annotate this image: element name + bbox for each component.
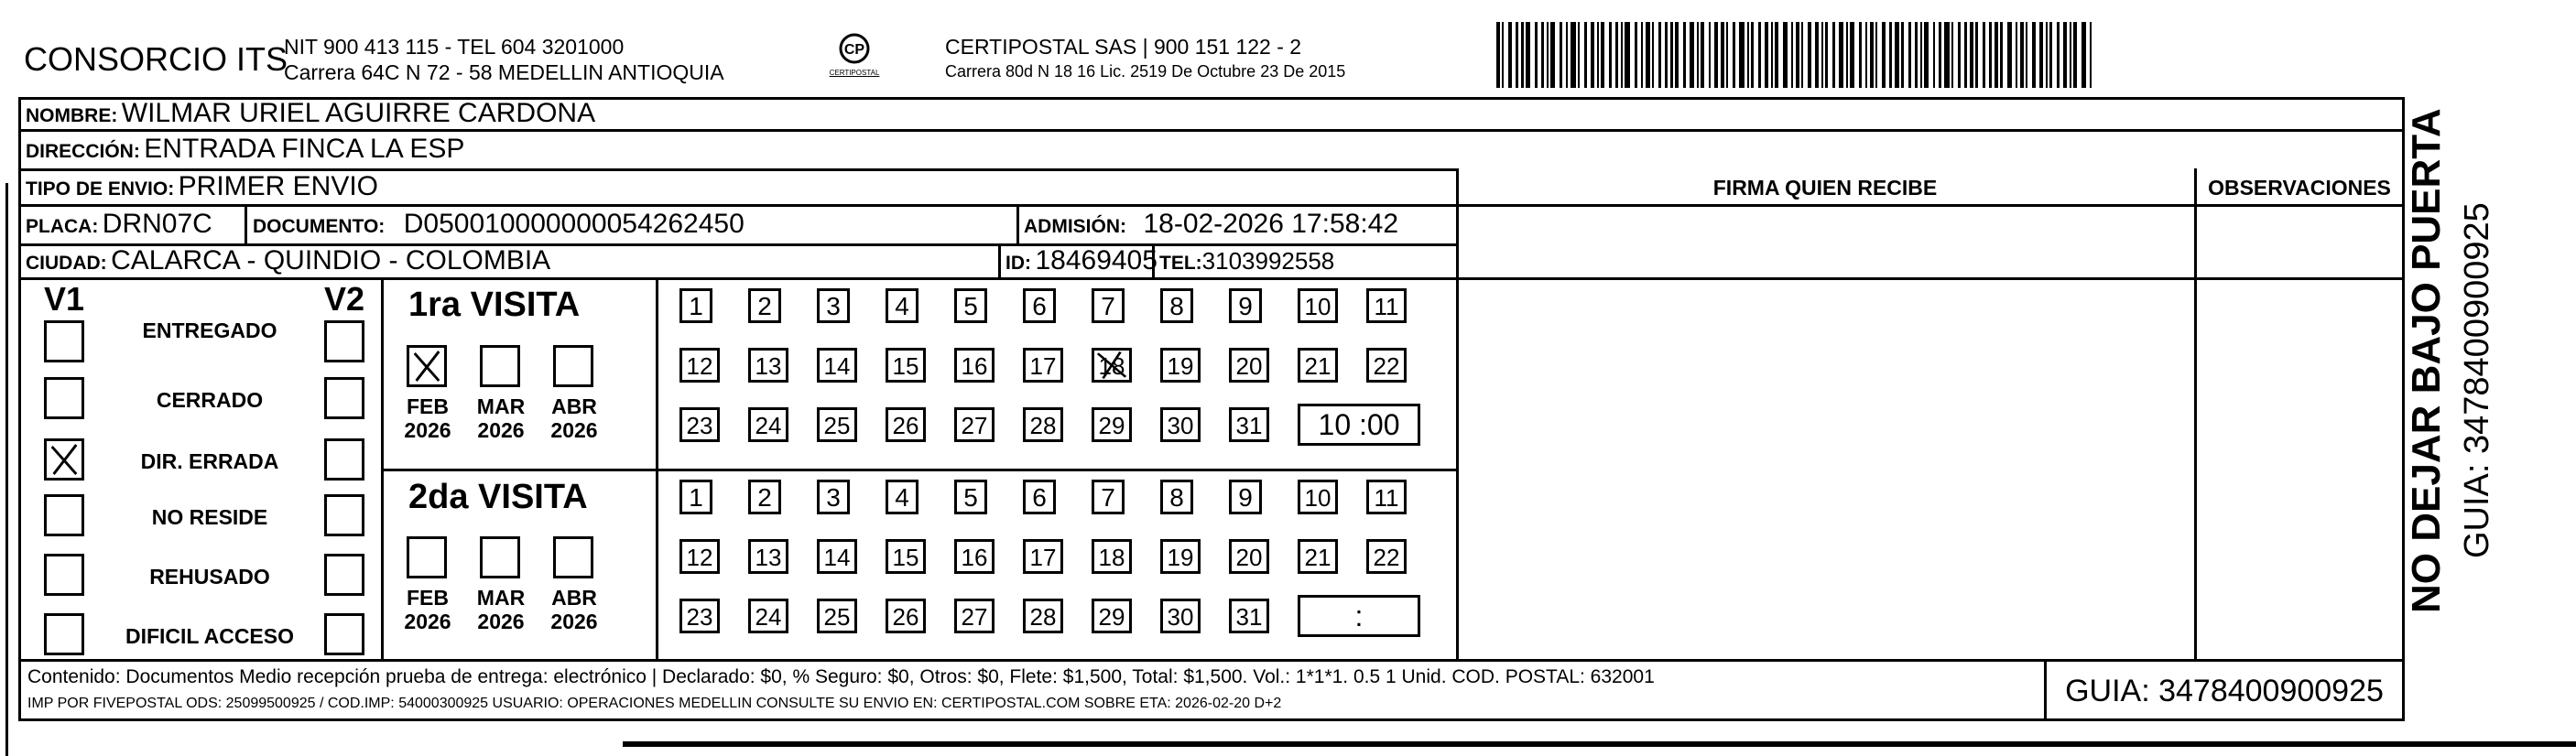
visit1-month-checkbox[interactable] [553, 345, 593, 387]
send-type-label: TIPO DE ENVIO: [26, 178, 175, 200]
visit2-day-box[interactable]: 1 [679, 480, 712, 514]
visit2-day-box[interactable]: 20 [1229, 539, 1269, 574]
visit1-day-box[interactable]: 17 [1023, 348, 1063, 383]
left-edge-rule [5, 183, 8, 756]
visit1-day-box[interactable]: 19 [1160, 348, 1201, 383]
visit2-month-checkbox[interactable] [480, 536, 520, 578]
address-line: Carrera 64C N 72 - 58 MEDELLIN ANTIOQUIA [284, 60, 724, 84]
visit1-day-box[interactable]: 18 [1092, 348, 1132, 383]
visit2-day-box[interactable]: 5 [954, 480, 987, 514]
send-type: PRIMER ENVIO [178, 171, 379, 201]
visit1-day-box[interactable]: 21 [1298, 348, 1338, 383]
visit1-day-box[interactable]: 27 [954, 407, 995, 442]
visit1-month-label: MAR 2026 [476, 394, 526, 442]
city-label: CIUDAD: [26, 253, 107, 274]
visit1-day-box[interactable]: 22 [1366, 348, 1407, 383]
status-label: DIR. ERRADA [140, 449, 279, 473]
visit1-day-box[interactable]: 5 [954, 288, 987, 323]
visit2-day-box[interactable]: 4 [886, 480, 918, 514]
visit1-day-box[interactable]: 14 [817, 348, 857, 383]
visit2-day-box[interactable]: 31 [1229, 599, 1269, 633]
id-value: 18469405 [1035, 245, 1158, 275]
visit1-day-box[interactable]: 26 [886, 407, 926, 442]
certipostal-line2: Carrera 80d N 18 16 Lic. 2519 De Octubre 23 De 2015 [945, 62, 1346, 81]
certipostal-logo [822, 33, 886, 77]
visit2-day-box[interactable]: 10 [1298, 480, 1338, 514]
plate-value: DRN07C [102, 209, 212, 239]
visit2-day-box[interactable]: 23 [679, 599, 720, 633]
visit1-day-box[interactable]: 2 [748, 288, 781, 323]
visit2-day-box[interactable]: 29 [1092, 599, 1132, 633]
visit1-month-label: FEB 2026 [404, 394, 451, 442]
name-label: NOMBRE: [26, 105, 118, 126]
bottom-rule [623, 741, 2576, 747]
document-value: D050010000000054262450 [403, 209, 745, 239]
status-label: DIFICIL ACCESO [125, 624, 294, 648]
visit2-day-box[interactable]: 27 [954, 599, 995, 633]
visit2-day-box[interactable]: 21 [1298, 539, 1338, 574]
svg-text:CP: CP [843, 42, 865, 58]
visit2-day-box[interactable]: 19 [1160, 539, 1201, 574]
v1-checkbox[interactable] [44, 554, 84, 596]
visit1-day-box[interactable]: 8 [1160, 288, 1193, 323]
visit2-day-box[interactable]: 9 [1229, 480, 1262, 514]
tel-label: TEL: [1159, 253, 1202, 274]
status-label: ENTREGADO [142, 319, 277, 342]
visit1-day-box[interactable]: 20 [1229, 348, 1269, 383]
city-value: CALARCA - QUINDIO - COLOMBIA [111, 245, 551, 275]
visit2-day-box[interactable]: 18 [1092, 539, 1132, 574]
visit2-time-box[interactable]: : [1298, 595, 1420, 637]
visit1-day-box[interactable]: 12 [679, 348, 720, 383]
address-label: DIRECCIÓN: [26, 141, 140, 162]
recipient-address: ENTRADA FINCA LA ESP [144, 134, 465, 164]
admission-value: 18-02-2026 17:58:42 [1143, 209, 1399, 239]
visit1-day-box[interactable]: 7 [1092, 288, 1125, 323]
visit2-day-box[interactable]: 12 [679, 539, 720, 574]
recipient-name: WILMAR URIEL AGUIRRE CARDONA [121, 98, 596, 128]
visit1-day-box[interactable]: 23 [679, 407, 720, 442]
visit2-day-box[interactable]: 24 [748, 599, 788, 633]
visit1-month-checkbox[interactable] [480, 345, 520, 387]
signature-header: FIRMA QUIEN RECIBE [1712, 176, 1938, 200]
visit2-day-box[interactable]: 11 [1366, 480, 1407, 514]
visit2-day-box[interactable]: 25 [817, 599, 857, 633]
v1-label: V1 [44, 280, 85, 318]
visit1-day-box[interactable]: 29 [1092, 407, 1132, 442]
footer-imp: IMP POR FIVEPOSTAL ODS: 25099500925 / COD.IMP: 54000300925 USUARIO: OPERACIONES MEDELLIN CONSULTE SU ENVIO EN: CERTIPOSTAL.COM SOBRE ETA: 2026-02-20 D+2 [27, 696, 1282, 711]
v1-checkbox[interactable] [44, 494, 84, 536]
visit2-title: 2da VISITA [408, 478, 588, 516]
visit2-day-box[interactable]: 2 [748, 480, 781, 514]
visit2-day-box[interactable]: 17 [1023, 539, 1063, 574]
v2-checkbox[interactable] [324, 494, 364, 536]
visit1-day-box[interactable]: 6 [1023, 288, 1056, 323]
footer-guia: GUIA: 3478400900925 [2065, 674, 2384, 708]
visit2-day-box[interactable]: 22 [1366, 539, 1407, 574]
v2-checkbox[interactable] [324, 438, 364, 481]
visit2-day-box[interactable]: 15 [886, 539, 926, 574]
visit1-day-box[interactable]: 4 [886, 288, 918, 323]
v2-label: V2 [324, 280, 365, 318]
logo-text: CERTIPOSTAL [829, 69, 880, 77]
side-guia: GUIA: 3478400900925 [2458, 202, 2496, 558]
v2-checkbox[interactable] [324, 613, 364, 655]
visit2-day-box[interactable]: 26 [886, 599, 926, 633]
visit1-month-label: ABR 2026 [550, 394, 598, 442]
v2-checkbox[interactable] [324, 320, 364, 362]
v2-checkbox[interactable] [324, 377, 364, 419]
visit2-month-checkbox[interactable] [553, 536, 593, 578]
visit1-day-box[interactable]: 28 [1023, 407, 1063, 442]
visit2-day-box[interactable]: 30 [1160, 599, 1201, 633]
certipostal-line1: CERTIPOSTAL SAS | 900 151 122 - 2 [945, 35, 1302, 59]
visit1-month-checkbox[interactable] [407, 345, 447, 387]
visit2-day-box[interactable]: 6 [1023, 480, 1056, 514]
status-label: REHUSADO [149, 565, 270, 589]
visit1-day-box[interactable]: 3 [817, 288, 850, 323]
visit2-month-label: MAR 2026 [476, 586, 526, 633]
tel-value: 3103992558 [1201, 247, 1335, 275]
visit2-day-box[interactable]: 3 [817, 480, 850, 514]
visit1-day-box[interactable]: 31 [1229, 407, 1269, 442]
visit1-day-box[interactable]: 1 [679, 288, 712, 323]
document-label: DOCUMENTO: [253, 216, 386, 237]
v1-checkbox[interactable] [44, 377, 84, 419]
visit1-day-box[interactable]: 11 [1366, 288, 1407, 323]
side-warning: NO DEJAR BAJO PUERTA [2404, 108, 2449, 613]
v1-checkbox[interactable] [44, 613, 84, 655]
visit2-day-box[interactable]: 7 [1092, 480, 1125, 514]
day-strike-mark [1094, 351, 1129, 380]
visit1-day-box[interactable]: 25 [817, 407, 857, 442]
status-label: CERRADO [156, 388, 264, 412]
company-name: CONSORCIO ITS [24, 40, 288, 78]
footer-content: Contenido: Documentos Medio recepción prueba de entrega: electrónico | Declarado: $0, % Seguro: $0, Otros: $0, Flete: $1,500, Total: $1,500. Vol.: 1*1*1. 0.5 1 Unid. COD. POSTAL: 632001 [27, 666, 1655, 687]
visit1-day-box[interactable]: 10 [1298, 288, 1338, 323]
v1-checkbox[interactable] [44, 438, 84, 481]
visit2-day-box[interactable]: 14 [817, 539, 857, 574]
id-label: ID: [1005, 253, 1031, 274]
observations-header: OBSERVACIONES [2208, 176, 2391, 200]
visit2-day-box[interactable]: 13 [748, 539, 788, 574]
visit1-day-box[interactable]: 16 [954, 348, 995, 383]
status-label: NO RESIDE [151, 505, 268, 529]
visit2-month-label: FEB 2026 [404, 586, 451, 633]
visit1-time-box[interactable]: 10 :00 [1298, 404, 1420, 446]
visit1-day-box[interactable]: 24 [748, 407, 788, 442]
visit2-day-box[interactable]: 8 [1160, 480, 1193, 514]
visit2-month-label: ABR 2026 [550, 586, 598, 633]
visit1-day-box[interactable]: 13 [748, 348, 788, 383]
visit1-day-box[interactable]: 15 [886, 348, 926, 383]
visit2-month-checkbox[interactable] [407, 536, 447, 578]
nit-line: NIT 900 413 115 - TEL 604 3201000 [284, 35, 625, 59]
v2-checkbox[interactable] [324, 554, 364, 596]
visit2-day-box[interactable]: 28 [1023, 599, 1063, 633]
visit1-day-box[interactable]: 30 [1160, 407, 1201, 442]
visit2-day-box[interactable]: 16 [954, 539, 995, 574]
admission-label: ADMISIÓN: [1024, 216, 1126, 237]
visit1-day-box[interactable]: 9 [1229, 288, 1262, 323]
visit1-title: 1ra VISITA [408, 286, 581, 324]
plate-label: PLACA: [26, 216, 99, 237]
barcode [1496, 22, 2094, 88]
v1-checkbox[interactable] [44, 320, 84, 362]
